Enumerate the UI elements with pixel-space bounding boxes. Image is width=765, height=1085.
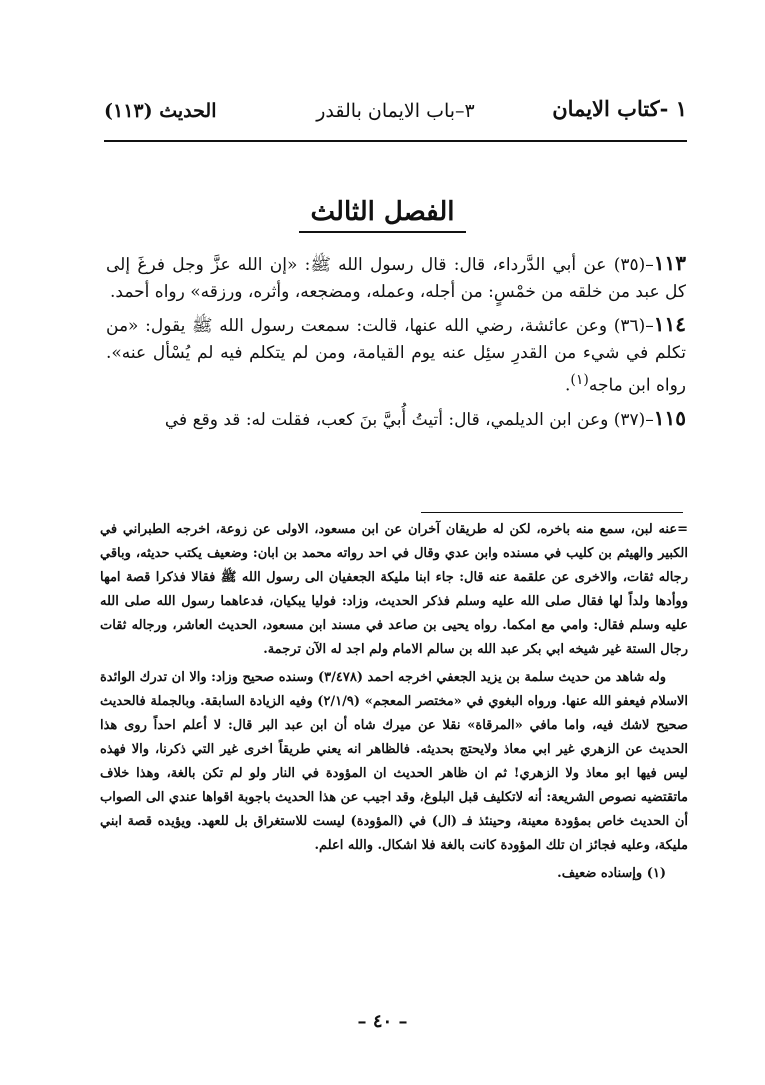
page-number: – ٤٠ –	[357, 1011, 408, 1032]
footnote-divider	[421, 512, 683, 513]
hadith-114	[106, 311, 686, 400]
hadith-text	[106, 250, 686, 439]
hadith-subnumber: –(٣٧)	[613, 409, 654, 430]
hadith-range: الحديث (١١٣)	[104, 100, 217, 122]
footnote-marker[interactable]: (١)	[570, 372, 589, 388]
footnote-continuation: =عنه لبن، سمع منه باخره، لكن له طريقان آخران عن ابن مسعود، الاولى عن زوعة، اخرجه الطبراني في الكبير والهيثم بن كليب في مسنده وابن عدي وقال في احد رواته محمد بن ابان: وضعيف يكتب حديثه، وباقي رجاله ثقات، والاخرى عن علقمة عنه قال: جاء ابنا مليكة الجعفيان الى رسول الله ﷺ فقالا فذكرا قصة امها ووأدها ولداً لها فقال صلى الله عليه وسلم فذكر الحديث، وزاد: فوليا يبكيان، فدعاهما رسول الله صلى الله عليه وسلم فقال: وامي مع امكما. رواه يحيى بن صاعد في مسند ابن مسعود، الحديث العاشر، ورجاله ثقات رجال الستة غير شيخه ابي بكر عبد الله بن سالم الامام ولم اجد له الآن ترجمة.	[100, 522, 688, 657]
running-header	[104, 96, 687, 140]
hadith-number: ١١٤	[653, 312, 687, 336]
header-divider	[104, 140, 687, 142]
hadith-body: عن أبي الدَّرداء، قال: قال رسول الله ﷺ: «إن الله عزَّ وجل فرغَ إلى كل عبد من خلقه من خمْسٍ: من أجله، وعمله، ومضجعه، وأثره، ورزقه» رواه أحمد.	[106, 255, 686, 302]
footnote-1: (١) وإسناده ضعيف.	[557, 866, 666, 881]
hadith-body: وعن عائشة، رضي الله عنها، قالت: سمعت رسول الله ﷺ يقول: «من تكلم في شيء من القدرِ سئِل عنه يوم القيامة، ومن لم يتكلم فيه لم يُسْأل عنه». رواه ابن ماجه	[106, 316, 686, 396]
hadith-tail: .	[564, 375, 571, 396]
hadith-115	[106, 405, 686, 434]
footnotes	[100, 518, 688, 890]
section-title: الفصل الثالث	[299, 197, 467, 233]
hadith-subnumber: –(٣٥)	[613, 255, 654, 275]
section-heading	[0, 197, 765, 233]
hadith-113	[106, 250, 686, 306]
hadith-body: وعن ابن الديلمي، قال: أتيتُ أُبيَّ بنَ كعب، فقلت له: قد وقع في	[164, 409, 609, 430]
book-title: ١ -كتاب الايمان	[552, 96, 687, 121]
hadith-number: ١١٥	[653, 405, 686, 430]
hadith-subnumber: –(٣٦)	[613, 316, 654, 336]
hadith-number: ١١٣	[653, 251, 687, 275]
chapter-title: ٣–باب الايمان بالقدر	[316, 100, 475, 122]
footnote-shahid: وله شاهد من حديث سلمة بن يزيد الجعفي اخرجه احمد (٣/٤٧٨) وسنده صحيح وزاد: والا ان تدرك الوائدة الاسلام فيعفو الله عنها. ورواه البغوي في «مختصر المعجم» (٢/١/٩) وفيه الزيادة السابقة. وبالجملة فالحديث صحيح لاشك فيه، واما مافي «المرقاة» نقلا عن ميرك شاه أن ابن عبد البر قال: لا أعلم احداً روى هذا الحديث عن الزهري غير ابي معاذ ولايحتج بحديثه. فالظاهر انه يعني طريقاً اخرى غير التي ذكرنا، والا فهذه ليس فيها ابو معاذ ولا الزهري! ثم ان ظاهر الحديث ان المؤودة في النار ولو لم تكن بالغة، وهذا خلاف ماتقتضيه نصوص الشريعة: أنه لاتكليف قبل البلوغ، وقد اجيب عن هذا الحديث باجوبة اقواها عندي الى الصواب أن الحديث خاص بمؤودة معينة، وحينئذ فـ (ال) في (المؤودة) ليست للاستغراق بل للعهد. ويؤيده قصة ابني مليكة، وعليه فجائز ان تلك المؤودة كانت بالغة فلا اشكال. والله اعلم.	[100, 670, 688, 853]
